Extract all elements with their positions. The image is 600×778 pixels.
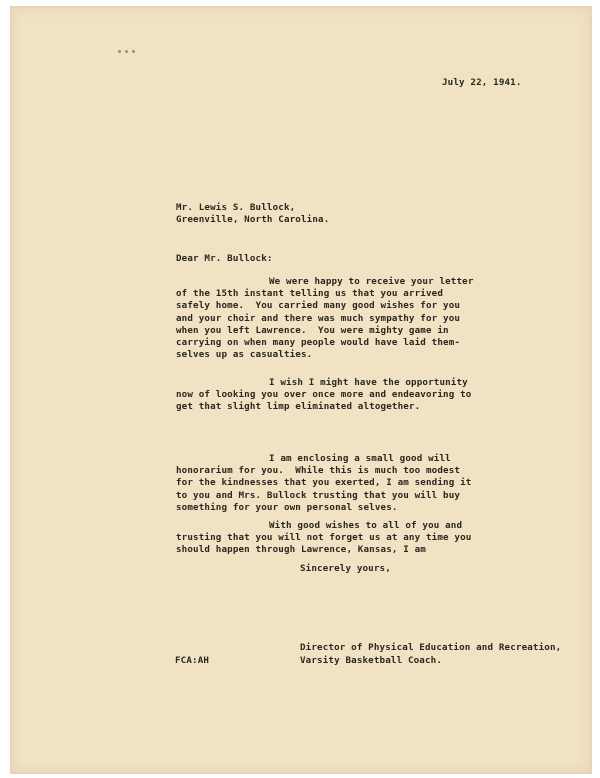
paragraph-line: I wish I might have the opportunity — [269, 377, 468, 388]
paragraph-line: With good wishes to all of you and — [269, 520, 463, 531]
paragraph-line: trusting that you will not forget us at any time you — [176, 532, 472, 544]
paragraph-line: selves up as casualties. — [176, 349, 313, 361]
signature-title-line-1: Director of Physical Education and Recreation, — [300, 642, 562, 653]
letter-date: July 22, 1941. — [442, 77, 522, 88]
paragraph-line: honorarium for you. While this is much too modest — [176, 465, 461, 477]
signature-title-line-2: Varsity Basketball Coach. — [300, 655, 443, 666]
paragraph-line: something for your own personal selves. — [176, 501, 398, 513]
paragraph-1 — [176, 276, 474, 361]
closing: Sincerely yours, — [300, 563, 391, 574]
paragraph-line: when you left Lawrence. You were mighty game in — [176, 324, 449, 336]
paragraph-line: and your choir and there was much sympathy for you — [176, 312, 461, 324]
paragraph-3 — [176, 453, 471, 514]
paragraph-2 — [176, 377, 471, 414]
typist-initials: FCA:AH — [175, 655, 210, 666]
corner-marks — [118, 50, 140, 54]
paragraph-line: I am enclosing a small good will — [269, 453, 451, 464]
paragraph-line: of the 15th instant telling us that you arrived — [176, 288, 444, 300]
paragraph-line: get that slight limp eliminated altogether. — [176, 401, 421, 413]
letter-page — [10, 6, 592, 774]
paragraph-line: safely home. You carried many good wishes for you — [176, 300, 461, 312]
paragraph-line: carrying on when many people would have laid them- — [176, 337, 461, 349]
paragraph-line: to you and Mrs. Bullock trusting that you will buy — [176, 489, 461, 501]
recipient-name: Mr. Lewis S. Bullock, — [176, 202, 296, 213]
paragraph-4 — [176, 520, 471, 557]
paragraph-line: We were happy to receive your letter — [269, 276, 474, 287]
paragraph-line: now of looking you over once more and endeavoring to — [176, 389, 472, 401]
recipient-location: Greenville, North Carolina. — [176, 214, 330, 225]
paragraph-line: should happen through Lawrence, Kansas, I am — [176, 544, 426, 556]
paragraph-line: for the kindnesses that you exerted, I am sending it — [176, 477, 472, 489]
salutation: Dear Mr. Bullock: — [176, 253, 273, 264]
